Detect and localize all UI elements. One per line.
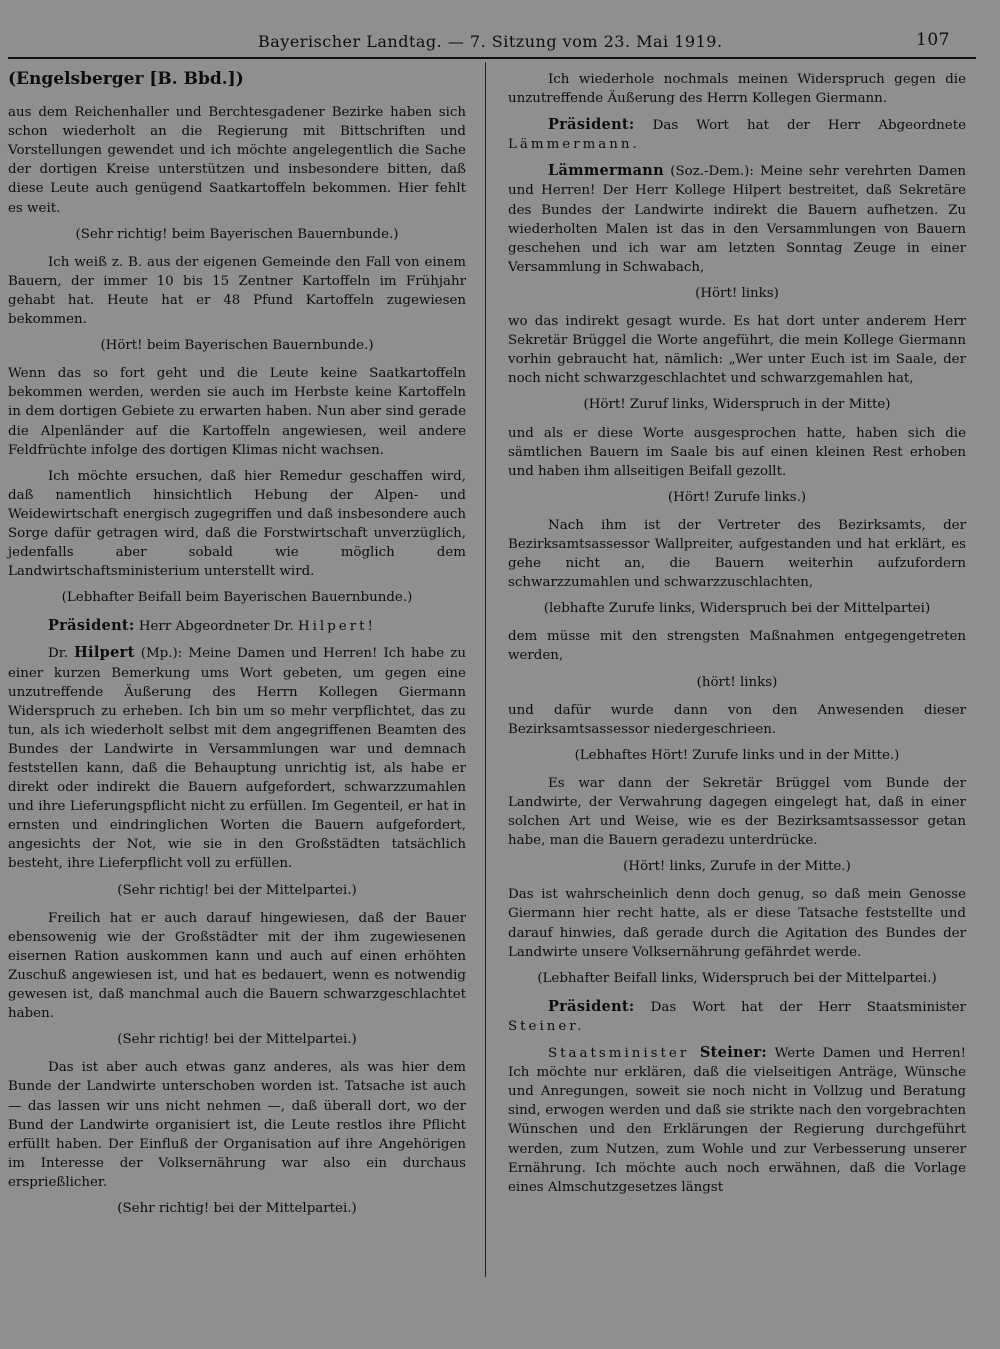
page-number: 107 — [916, 30, 950, 50]
interjection: (Sehr richtig! beim Bayerischen Bauernbunde.) — [75, 226, 399, 242]
paragraph: Wenn das so fort geht und die Leute keine Saatkartoffeln bekommen werden, werden sie auch im Herbste keine Kartoffeln in dem dortigen Gebiete zu erwarten haben. Nun aber sind gerade die Alpenländer auf die Kartoffeln angewiesen, weil andere Feldfrüchte infolge des dortigen Klimas nicht wachsen. — [8, 366, 466, 458]
interjection: (Hört! Zuruf links, Widerspruch in der Mitte) — [583, 397, 891, 413]
interjection: (Lebhafter Beifall links, Widerspruch bei der Mittelpartei.) — [537, 970, 937, 986]
remark-text: Das Wort hat der Herr Abgeordnete — [634, 118, 966, 134]
paragraph: und dafür wurde dann von den Anwesenden dieser Bezirksamtsassessor niedergeschrieen. — [508, 702, 966, 737]
speech-text: (Soz.-Dem.): Meine sehr verehrten Damen und Herren! Der Herr Kollege Hilpert bestreitet, daß Sekretäre des Bundes der Landwirte indirekt die Bauern aufhetzen. Zu wiederholten Malen ist das in den Versammlungen von Bauern geschehen und ich war am letzten Sonntag Zeuge in einer Versammlung in Schwabach, — [508, 164, 966, 275]
paragraph: Das ist aber auch etwas ganz anderes, als was hier dem Bunde der Landwirte unterschoben worden ist. Tatsache ist auch — das lassen wir uns nicht nehmen —, daß überall dort, wo der Bund der Landwirte organisiert ist, die Leute restlos ihre Pflicht erfüllt haben. Der Einfluß der Organisation auf ihre Angehörigen im Interesse der Volksernährung war also ein durchaus ersprießlicher. — [8, 1060, 466, 1190]
interjection: (lebhafte Zurufe links, Widerspruch bei der Mittelpartei) — [543, 601, 931, 617]
called-speaker: Steiner. — [508, 1018, 585, 1034]
speaker-name: (Engelsberger — [8, 69, 144, 89]
speaker-title: Dr. — [48, 646, 75, 662]
speech-paragraph — [508, 161, 966, 277]
interjection: (Hört! Zurufe links.) — [667, 489, 807, 505]
paragraph: Ich wiederhole nochmals meinen Widerspruch gegen die unzutreffende Äußerung des Herrn Kollegen Giermann. — [508, 72, 966, 107]
running-title: Bayerischer Landtag. — 7. Sitzung vom 23. Mai 1919. — [258, 32, 723, 51]
speech-text: Werte Damen und Herren! Ich möchte nur erklären, daß die vielseitigen Anträge, Wünsche und Anregungen, soweit sie noch nicht in Vollzug und Beratung sind, erwogen werden und daß sie strikte nach den vorgebrachten Wünschen und den Erklärungen der Regierung durchgeführt werden, zum Nutzen, zum Wohle und zur Verbesserung unserer Ernährung. Ich möchte auch noch erwähnen, daß die Vorlage eines Almschutzgesetzes längst — [508, 1046, 967, 1195]
interjection: (Lebhaftes Hört! Zurufe links und in der Mitte.) — [574, 747, 900, 763]
paragraph: dem müsse mit den strengsten Maßnahmen entgegengetreten werden, — [508, 629, 966, 664]
right-column — [508, 70, 966, 1204]
remark-text: Das Wort hat der Herr Staatsminister — [634, 999, 966, 1015]
speaker-label: Lämmermann — [548, 162, 664, 180]
speech-paragraph — [8, 643, 466, 873]
left-column — [8, 70, 466, 1227]
paragraph: Das ist wahrscheinlich denn doch genug, so daß mein Genosse Giermann hier recht hatte, als er diese Tatsache feststellte und darauf hinwies, daß gerade durch die Agitation des Bundes der Landwirte unsere Volksernährung gefährdet werde. — [508, 887, 966, 960]
speaker-label: Hilpert — [74, 644, 135, 662]
paragraph: und als er diese Worte ausgesprochen hatte, haben sich die sämtlichen Bauern im Saale bis auf einen kleinen Rest erhoben und haben ihm allseitigen Beifall gezollt. — [508, 425, 966, 479]
called-speaker: Hilpert! — [297, 619, 376, 635]
speaker-label: Präsident: — [548, 116, 635, 134]
speaker-label: Präsident: — [548, 997, 635, 1015]
column-divider — [485, 62, 486, 1277]
called-speaker: Lämmermann. — [508, 137, 640, 153]
speech-text: (Mp.): Meine Damen und Herren! Ich habe zu einer kurzen Bemerkung ums Wort gebeten, um gegen eine unzutreffende Äußerung des Herrn Kollegen Giermann Widerspruch zu erheben. Ich bin um so mehr verpflichtet, das zu tun, als ich wiederholt selbst mit dem angegriffenen Beamten des Bundes der Landwirte in Versammlungen war und demnach feststellen kann, daß die Behauptung unrichtig ist, als habe er direkt oder indirekt die Bauern aufgefordert, schwarzzumahlen und ihre Lieferungspflicht nicht zu erfüllen. Im Gegenteil, er hat in ernsten und eindringlichen Worten die Bauern aufgefordert, angesichts der Not, wie sie in den Großstädten tatsächlich besteht, ihre Lieferpflicht voll zu erfüllen. — [8, 646, 466, 872]
header-rule — [8, 57, 976, 59]
running-head — [0, 30, 1000, 54]
president-remark — [508, 997, 966, 1036]
president-remark — [508, 115, 966, 154]
interjection: (Sehr richtig! bei der Mittelpartei.) — [117, 882, 357, 898]
speaker-label: Steiner: — [699, 1044, 767, 1062]
speaker-title: Staatsminister — [548, 1046, 700, 1062]
interjection: (hört! links) — [696, 674, 778, 690]
paragraph: Ich möchte ersuchen, daß hier Remedur geschaffen wird, daß namentlich hinsichtlich Hebung der Alpen- und Weidewirtschaft energisch zugegriffen und daß insbesondere auch Sorge dafür getragen wird, daß die Forstwirtschaft unverzüglich, jedenfalls aber sobald wie möglich dem Landwirtschaftsministerium unterstellt wird. — [8, 468, 466, 580]
interjection: (Sehr richtig! bei der Mittelpartei.) — [117, 1032, 357, 1048]
speaker-label: Präsident: — [48, 617, 135, 635]
interjection: (Lebhafter Beifall beim Bayerischen Bauernbunde.) — [61, 590, 413, 606]
paragraph: wo das indirekt gesagt wurde. Es hat dort unter anderem Herr Sekretär Brüggel die Worte angeführt, die mein Kollege Giermann vorhin gebraucht hat, nämlich: „Wer unter Euch ist im Saale, der noch nicht schwarzgeschlachtet und schwarzgemahlen hat, — [508, 314, 966, 387]
interjection: (Hört! links, Zurufe in der Mitte.) — [623, 859, 851, 875]
interjection: (Sehr richtig! bei der Mittelpartei.) — [117, 1200, 357, 1216]
paragraph: Freilich hat er auch darauf hingewiesen, daß der Bauer ebensowenig wie der Großstädter mit der ihm zugewiesenen eisernen Ration auskommen kann und auch auf einen erhöhten Zuschuß angewiesen ist, und hat es bedauert, wenn es notwendig gewesen ist, daß manchmal auch die Bauern schwarzgeschlachtet haben. — [8, 910, 466, 1022]
paragraph: aus dem Reichenhaller und Berchtesgadener Bezirke haben sich schon wiederholt an die Regierung mit Bittschriften und Vorstellungen gewendet und ich möchte angelegentlich die Sache der dortigen Kreise unterstützen und insbesondere bitten, daß diese Leute auch genügend Saatkartoffeln bekommen. Hier fehlt es weit. — [8, 105, 466, 216]
president-remark — [8, 616, 466, 636]
paragraph: Ich weiß z. B. aus der eigenen Gemeinde den Fall von einem Bauern, der immer 10 bis 15 Zentner Kartoffeln im Frühjahr gehabt hat. Heute hat er 48 Pfund Kartoffeln zugewiesen bekommen. — [8, 254, 466, 328]
speaker-party: [B. Bbd.]) — [143, 69, 244, 89]
paragraph: Es war dann der Sekretär Brüggel vom Bunde der Landwirte, der Verwahrung dagegen eingelegt hat, daß in einer solchen Art und Weise, wie es der Bezirksamtsassessor getan habe, man die Bauern geradezu unterdrücke. — [508, 775, 966, 849]
paragraph: Nach ihm ist der Vertreter des Bezirksamts, der Bezirksamtsassessor Wallpreiter, aufgestanden und hat erklärt, es gehe nicht an, die Bauern weiterhin aufzufordern schwarzzumahlen und schwarzzuschlachten, — [508, 517, 966, 591]
interjection: (Hört! beim Bayerischen Bauernbunde.) — [100, 338, 374, 354]
continuation-speaker — [8, 70, 466, 89]
speech-paragraph — [508, 1043, 966, 1197]
remark-text: Herr Abgeordneter Dr. — [134, 619, 298, 635]
interjection: (Hört! links) — [695, 285, 779, 301]
